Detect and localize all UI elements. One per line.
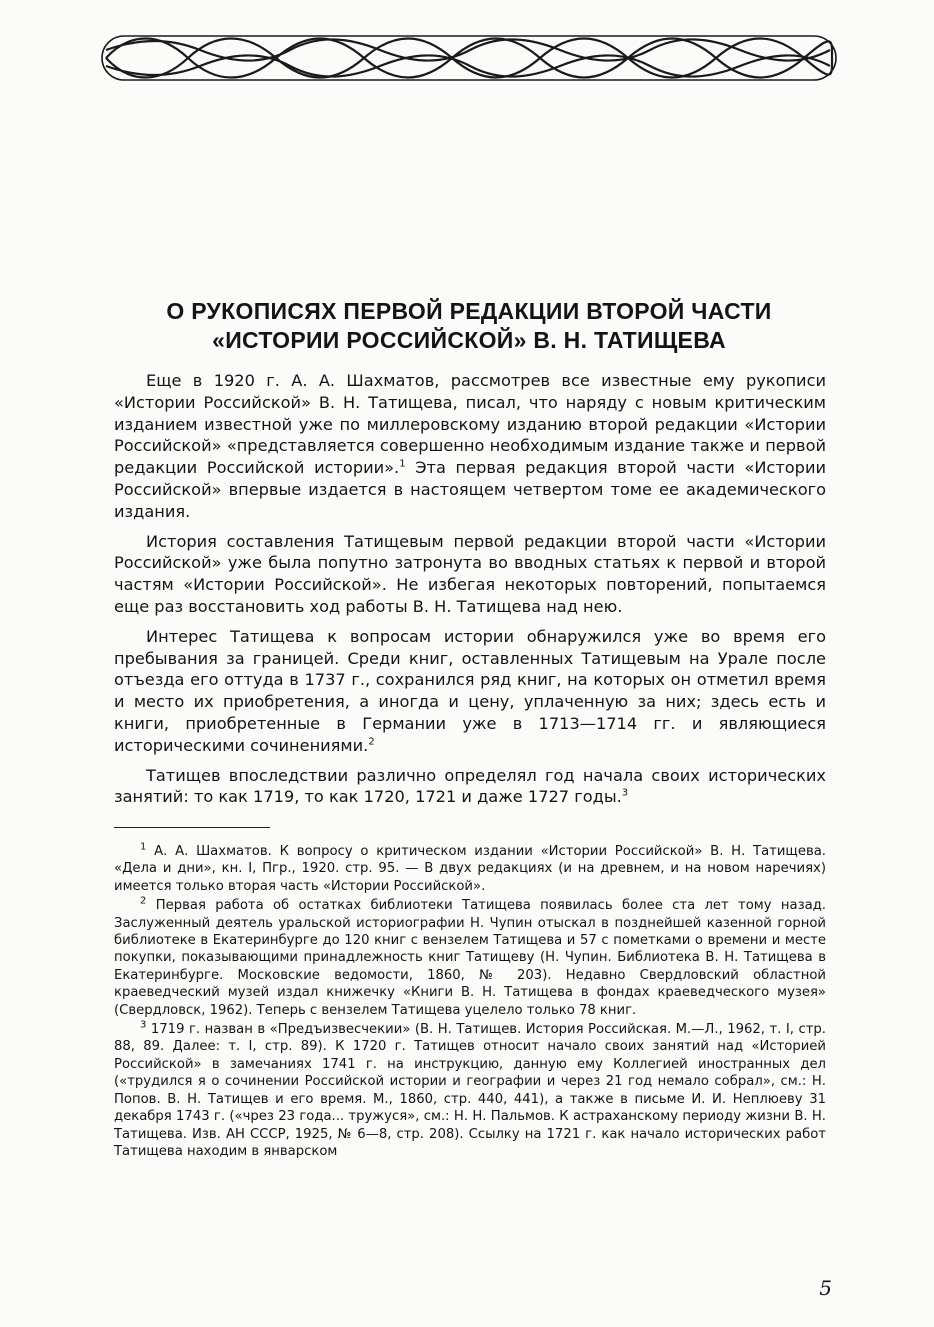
braided-knot-ornament-icon — [100, 28, 838, 88]
paragraph: Еще в 1920 г. А. А. Шахматов, рассмотрев все известные ему рукописи «Истории Российской» В. Н. Татищева, писал, что наряду с новым критическим изданием известной уже по миллеровскому изданию второй редакции «Истории Российской» «представляется совершенно необходимым издание также и первой редакции Российской истории».$^1$ Эта первая редакция второй части «Истории Российской» впервые издается в настоящем четвертом томе ее академического издания. — [114, 371, 826, 521]
footnote-divider — [114, 827, 270, 828]
footnote-ref[interactable]: 1 — [399, 458, 406, 470]
page-number: 5 — [819, 1276, 832, 1300]
article-title — [100, 297, 838, 355]
title-line-1: О РУКОПИСЯХ ПЕРВОЙ РЕДАКЦИИ ВТОРОЙ ЧАСТИ — [166, 298, 772, 324]
footnote: $^1$ А. А. Шахматов. К вопросу о критическом издании «Истории Российской» В. Н. Татищева. «Дела и дни», кн. I, Пгр., 1920. стр. 95. — В двух редакциях (и на древнем, и на новом наречиях) имеется только вторая часть «Истории Российской». — [114, 841, 826, 894]
paragraph: Татищев впоследствии различно определял год начала своих исторических занятий: то как 1719, то как 1720, 1721 и даже 1727 годы.$^3$ — [114, 765, 826, 807]
paragraph: История составления Татищевым первой редакции второй части «Истории Российской» уже была попутно затронута во вводных статьях к первой и второй частям «Истории Российской». Не избегая некоторых повторений, попытаемся еще раз восстановить ход работы В. Н. Татищева над нею. — [114, 531, 826, 616]
paragraph: Интерес Татищева к вопросам истории обнаружился уже во время его пребывания за границей. Среди книг, оставленных Татищевым на Урале после отъезда его оттуда в 1737 г., сохранился ряд книг, на которых он отметил время и место их приобретения, а иногда и цену, уплаченную за них; здесь есть и книги, приобретенные в Германии уже в 1713—1714 гг. и являющиеся историческими сочинениями.$^2$ — [114, 626, 826, 755]
footnote-ref[interactable]: 3 — [621, 787, 629, 799]
footnote: $^2$ Первая работа об остатках библиотеки Татищева появилась более ста лет тому назад. Заслуженный деятель уральской историографии Н. Чупин отыскал в позднейшей казенной горной библиотеке в Екатеринбурге до 120 книг с вензелем Татищева и 57 с пометками о времени и месте покупки, показывающими принадлежность книг Татищеву (Н. Чупин. Библиотека В. Н. Татищева в Екатеринбурге. Московские ведомости, 1860, № 203). Недавно Свердловский областной краеведческий музей издал книжечку «Книги В. Н. Татищева в фондах краеведческого музея» (Свердловск, 1962). Теперь с вензелем Татищева уцелело только 78 книг. — [114, 895, 826, 1018]
title-line-2: «ИСТОРИИ РОССИЙСКОЙ» В. Н. ТАТИЩЕВА — [212, 327, 726, 353]
footnote: $^3$ 1719 г. назван в «Предъизвесчекии» (В. Н. Татищев. История Российская. М.—Л., 1962, т. I, стр. 88, 89. Далее: т. I, стр. 89). К 1720 г. Татищев относит начало своих занятий над «Историей Российской» в замечаниях 1741 г. на инструкцию, данную ему Коллегией иностранных дел («трудился я о сочинении Российской истории и географии и через 21 год немало собрал», см.: Н. Попов. В. Н. Татищев и его время. М., 1860, стр. 440, 441), а также в письме И. И. Неплюеву 31 декабря 1743 г. («чрез 23 года... тружуся», см.: Н. Н. Пальмов. К астраханскому периоду жизни В. Н. Татищева. Изв. АН СССР, 1925, № 6—8, стр. 208). Ссылку на 1721 г. как начало исторических работ Татищева находим в январском — [114, 1019, 826, 1159]
footnote-mark: 2 — [140, 895, 147, 907]
footnote-mark: 3 — [140, 1019, 147, 1031]
footnote-mark: 1 — [140, 841, 147, 853]
footnotes — [114, 843, 826, 1162]
article-body — [114, 370, 826, 816]
footnote-ref[interactable]: 2 — [368, 736, 375, 748]
